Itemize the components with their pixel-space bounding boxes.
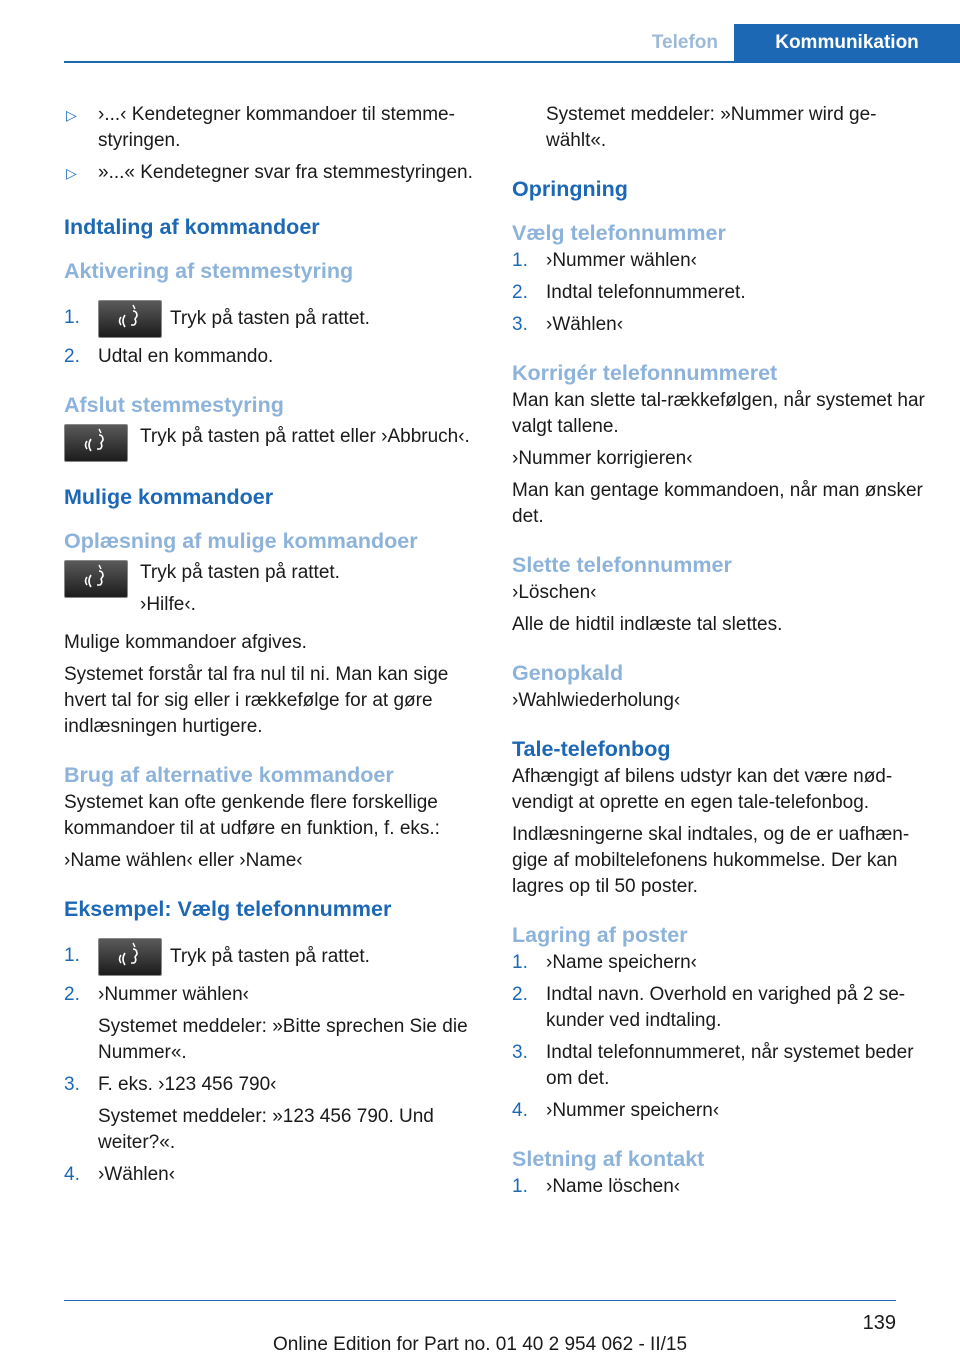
list-item: 4. ›Wählen‹ — [64, 1164, 176, 1185]
list-item: ▷ ›...‹ Kendetegner kommandoer til stemmestyringen. — [66, 104, 455, 151]
header-rule — [64, 61, 960, 63]
edition-text: Online Edition for Part no. 01 40 2 954 062 - II/15 — [272, 1334, 688, 1355]
heading-sletning: Sletning af kontakt — [512, 1147, 705, 1171]
heading-opringning: Opringning — [512, 177, 628, 201]
voice-button-icon — [64, 560, 128, 598]
page-footer — [0, 1300, 960, 1362]
list-item: 3. F. eks. ›123 456 790‹ Systemet meddeler: »123 456 790. Und weiter?«. — [64, 1074, 434, 1153]
heading-genopkald: Genopkald — [512, 661, 624, 685]
heading-eksempel: Eksempel: Vælg telefonnummer — [64, 897, 392, 921]
list-item: 1. ›Nummer wählen‹ — [512, 250, 697, 271]
left-column: ▷ ›...‹ Kendetegner kommandoer til stemmestyringen. ▷ »...« Kendetegner svar fra stemmestyringen. Indtaling af kommandoer Aktivering af stemmestyring 1. Tryk på tasten på rattet. 2. Udtal en kommando. Afslut stemmestyring Tryk på tasten på rattet eller ›Abbruch‹. Mulige kommandoer Oplæsning af mulige kommandoer Tryk på tasten på rattet. ›Hilfe‹. Mulige kommandoer afgives. Systemet forstår tal fra nul til ni. Man kan sige hvert tal for sig eller i rækkefølge for at gøre indlæsningen hurtigere. Brug af alternative kommandoer Systemet kan ofte genkende flere forskellige kommandoer til at udføre en funktion, f. eks.: ›Name wählen‹ eller ›Name‹ Eksempel: Vælg telefonnummer 1. Tryk på tasten på rattet. 2. ›Nummer wählen‹ Systemet meddeler: »Bitte sprechen Sie die Nummer«. 3. F. eks. ›123 456 790‹ Systemet meddeler: »123 456 790. Und weiter?«. 4. ›Wählen‹ — [64, 102, 476, 1194]
list-item: 2. Indtal telefonnummeret. — [512, 282, 746, 303]
voice-button-icon — [98, 300, 162, 338]
list-item: 1. ›Name löschen‹ — [512, 1176, 681, 1197]
heading-vaelg: Vælg telefonnummer — [512, 221, 726, 245]
eksempel-steps — [64, 938, 476, 1188]
heading-indtaling: Indtaling af kommandoer — [64, 215, 320, 239]
voice-button-icon — [98, 938, 162, 976]
footer-rule — [64, 1300, 896, 1301]
heading-lagring: Lagring af poster — [512, 923, 688, 947]
legend-list — [64, 102, 476, 186]
heading-tale: Tale-telefonbog — [512, 737, 671, 761]
sletning-steps — [512, 1174, 926, 1200]
heading-brug: Brug af alternative kommandoer — [64, 763, 394, 787]
page-number: 139 — [862, 1312, 896, 1334]
list-item: 4. ›Nummer speichern‹ — [512, 1100, 720, 1121]
lagring-steps — [512, 950, 926, 1124]
list-item: ▷ »...« Kendetegner svar fra stemmestyringen. — [64, 160, 476, 186]
heading-oplaesning: Oplæsning af mulige kommandoer — [64, 529, 418, 553]
vaelg-steps — [512, 248, 926, 338]
heading-aktivering: Aktivering af stemmestyring — [64, 259, 354, 283]
tab-telefon[interactable]: Telefon — [651, 32, 718, 53]
list-item: 2. Indtal navn. Overhold en varighed på 2 sekunder ved indtaling. — [512, 984, 906, 1031]
list-item: 1. Tryk på tasten på rattet. — [64, 300, 476, 338]
right-column: Systemet meddeler: »Nummer wird gewählt«. Opringning Vælg telefonnummer 1. ›Nummer wählen‹ 2. Indtal telefonnummeret. 3. ›Wählen‹ Korrigér telefonnummeret Man kan slette tal-rækkefølgen, når systemet har valgt tallene. ›Nummer korrigieren‹ Man kan gentage kommandoen, når man ønsker det. Slette telefonnummer ›Löschen‹ Alle de hidtil indlæste tal slettes. Genopkald ›Wahlwiederholung‹ Tale-telefonbog Afhængigt af bilens udstyr kan det være nødvendigt at oprette en egen tale-telefonbog. Indlæsningerne skal indtales, og de er uafhængige af mobiltelefonens hukommelse. Der kan lagres op til 50 poster. Lagring af poster 1. ›Name speichern‹ 2. Indtal navn. Overhold en varighed på 2 sekunder ved indtaling. 3. Indtal telefonnummeret, når systemet beder om det. 4. ›Nummer speichern‹ Sletning af kontakt 1. ›Name löschen‹ — [512, 102, 926, 1206]
oplaesning-row: Tryk på tasten på rattet. ›Hilfe‹. — [64, 560, 476, 624]
list-item: 3. Indtal telefonnummeret, når systemet beder om det. — [512, 1042, 914, 1089]
list-item: 3. ›Wählen‹ — [512, 314, 624, 335]
list-item: 1. Tryk på tasten på rattet. — [64, 938, 476, 976]
heading-korriger: Korrigér telefonnummeret — [512, 361, 778, 385]
voice-button-icon — [64, 424, 128, 462]
heading-mulige: Mulige kommandoer — [64, 485, 274, 509]
afslut-row: Tryk på tasten på rattet eller ›Abbruch‹. — [64, 424, 476, 462]
triangle-bullet-icon: ▷ — [66, 107, 77, 123]
page-header — [64, 24, 960, 62]
list-item: 2. Udtal en kommando. — [64, 346, 274, 367]
aktivering-steps — [64, 300, 476, 370]
heading-slette: Slette telefonnummer — [512, 553, 732, 577]
triangle-bullet-icon: ▷ — [66, 165, 77, 181]
heading-afslut: Afslut stemmestyring — [64, 393, 284, 417]
list-item: 2. ›Nummer wählen‹ Systemet meddeler: »Bitte sprechen Sie die Nummer«. — [64, 984, 468, 1063]
list-item: 1. ›Name speichern‹ — [512, 952, 697, 973]
tab-kommunikation[interactable]: Kommunikation — [734, 24, 960, 62]
